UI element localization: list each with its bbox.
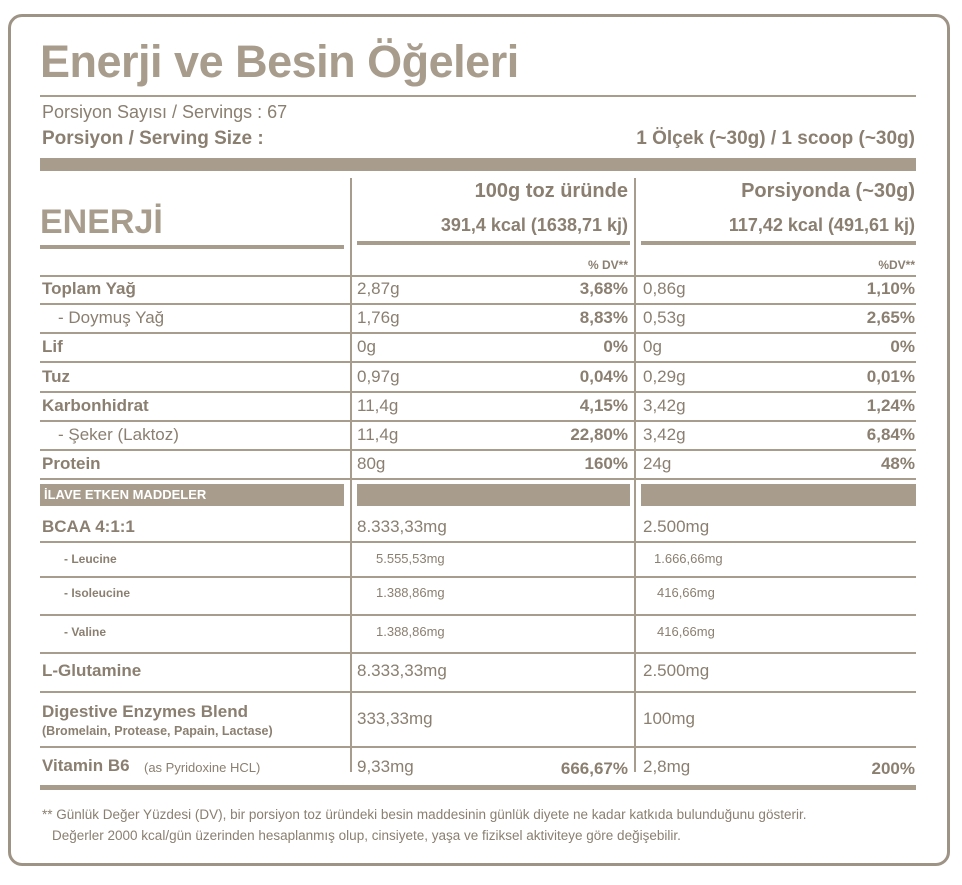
additive-glutamine-v2: 2.500mg	[643, 661, 710, 680]
nutrient-value-serving: 3,42g	[643, 425, 686, 444]
row-line	[40, 275, 916, 277]
thick-divider	[40, 158, 916, 171]
additive-bcaa-v1: 8.333,33mg	[357, 517, 447, 536]
serving-size-value: 1 Ölçek (~30g) / 1 scoop (~30g)	[636, 128, 915, 149]
nutrient-value-100g: 11,4g	[357, 396, 399, 415]
nutrient-value-100g: 1,76g	[357, 308, 400, 327]
nutrient-dv-100g: 4,15%	[579, 396, 628, 415]
col1-header: 100g toz üründe	[474, 180, 628, 202]
additive-isoleucine-v1: 1.388,86mg	[376, 585, 445, 600]
nutrient-name: Lif	[42, 337, 63, 356]
additive-b6-v1: 9,33mg	[357, 757, 414, 776]
nutrient-dv-serving: 48%	[880, 454, 915, 473]
nutrient-dv-serving: 1,10%	[866, 279, 915, 298]
nutrient-value-serving: 0,53g	[643, 308, 686, 327]
additive-isoleucine-v2: 416,66mg	[657, 585, 715, 600]
nutrient-value-serving: 0,86g	[643, 279, 686, 298]
servings-line: Porsiyon Sayısı / Servings : 67	[42, 102, 288, 122]
additive-valine-v2: 416,66mg	[657, 624, 715, 639]
nutrient-dv-100g: 0%	[603, 337, 628, 356]
additive-glutamine-name: L-Glutamine	[42, 661, 142, 680]
nutrient-name: - Şeker (Laktoz)	[58, 425, 179, 444]
column-divider-2	[634, 178, 636, 772]
col1-kcal-rule	[357, 241, 630, 245]
nutrient-value-100g: 80g	[357, 454, 386, 473]
row-line	[40, 541, 916, 543]
footnote-line-2: Değerler 2000 kcal/gün üzerinden hesaplanmış olup, cinsiyete, yaşa ve fiziksel aktiviteye göre değişebilir.	[52, 828, 681, 843]
additives-band-col1	[357, 484, 630, 506]
page-title: Enerji ve Besin Öğeleri	[40, 36, 519, 87]
column-divider-1	[350, 178, 352, 772]
nutrient-value-serving: 3,42g	[643, 396, 686, 415]
row-line	[40, 391, 916, 393]
nutrient-name: Protein	[42, 454, 101, 473]
nutrient-value-100g: 0g	[357, 337, 376, 356]
nutrient-value-100g: 11,4g	[357, 425, 399, 444]
col2-kcal: 117,42 kcal (491,61 kj)	[728, 215, 915, 235]
nutrient-dv-serving: 2,65%	[866, 308, 915, 327]
additive-leucine-v2: 1.666,66mg	[654, 551, 723, 566]
nutrient-dv-100g: 0,04%	[579, 367, 628, 386]
nutrient-dv-serving: 0%	[890, 337, 915, 356]
nutrient-value-serving: 24g	[643, 454, 672, 473]
additive-b6-p2: 200%	[871, 759, 915, 778]
energy-rule	[40, 245, 344, 249]
nutrient-dv-serving: 1,24%	[866, 396, 915, 415]
additive-bcaa-name: BCAA 4:1:1	[42, 517, 135, 536]
col1-dv-header: % DV**	[587, 258, 628, 272]
additive-enzymes-v2: 100mg	[643, 709, 695, 728]
row-line	[40, 614, 916, 616]
bottom-rule	[40, 785, 916, 790]
row-line	[40, 449, 916, 451]
additive-leucine-v1: 5.555,53mg	[376, 551, 445, 566]
row-line	[40, 303, 916, 305]
col1-kcal: 391,4 kcal (1638,71 kj)	[440, 215, 628, 235]
nutrient-dv-100g: 22,80%	[570, 425, 628, 444]
nutrient-dv-serving: 6,84%	[866, 425, 915, 444]
row-line	[40, 332, 916, 334]
additive-b6-p1: 666,67%	[560, 759, 628, 778]
energy-label: ENERJİ	[40, 203, 163, 241]
serving-size-label: Porsiyon / Serving Size :	[42, 128, 264, 149]
additive-b6-sub: (as Pyridoxine HCL)	[144, 760, 261, 775]
row-line	[40, 576, 916, 578]
additive-bcaa-v2: 2.500mg	[643, 517, 710, 536]
nutrient-value-100g: 0,97g	[357, 367, 400, 386]
additive-leucine-name: - Leucine	[64, 552, 117, 566]
additive-valine-name: - Valine	[64, 625, 107, 639]
additives-header: İLAVE ETKEN MADDELER	[44, 487, 207, 502]
row-line	[40, 652, 916, 654]
row-line	[40, 420, 916, 422]
additives-band-col2	[641, 484, 916, 506]
col2-header: Porsiyonda (~30g)	[741, 180, 915, 202]
additive-b6-v2: 2,8mg	[643, 757, 691, 776]
nutrient-dv-100g: 3,68%	[579, 279, 628, 298]
additive-valine-v1: 1.388,86mg	[376, 624, 445, 639]
row-line	[40, 746, 916, 748]
nutrient-value-100g: 2,87g	[357, 279, 400, 298]
nutrient-value-serving: 0g	[643, 337, 662, 356]
nutrient-value-serving: 0,29g	[643, 367, 686, 386]
nutrient-name: Tuz	[42, 367, 71, 386]
nutrient-name: Toplam Yağ	[42, 279, 136, 298]
row-line	[40, 361, 916, 363]
nutrient-dv-100g: 160%	[584, 454, 628, 473]
title-rule	[40, 95, 916, 97]
col2-dv-header: %DV**	[878, 258, 915, 272]
additive-enzymes-v1: 333,33mg	[357, 709, 433, 728]
nutrient-name: - Doymuş Yağ	[58, 308, 165, 327]
additive-enzymes-name: Digestive Enzymes Blend	[42, 702, 248, 721]
additive-enzymes-sub: (Bromelain, Protease, Papain, Lactase)	[42, 724, 273, 738]
col2-kcal-rule	[641, 241, 916, 245]
nutrient-dv-serving: 0,01%	[866, 367, 915, 386]
row-line	[40, 691, 916, 693]
row-line	[40, 478, 916, 480]
nutrient-name: Karbonhidrat	[42, 396, 149, 415]
additive-isoleucine-name: - Isoleucine	[64, 586, 131, 600]
additive-b6-name: Vitamin B6	[42, 756, 130, 775]
footnote-line-1: ** Günlük Değer Yüzdesi (DV), bir porsiyon toz üründeki besin maddesinin günlük diyete ne kadar katkıda bulunduğunu gösterir.	[42, 807, 807, 822]
additive-glutamine-v1: 8.333,33mg	[357, 661, 447, 680]
nutrient-dv-100g: 8,83%	[579, 308, 628, 327]
